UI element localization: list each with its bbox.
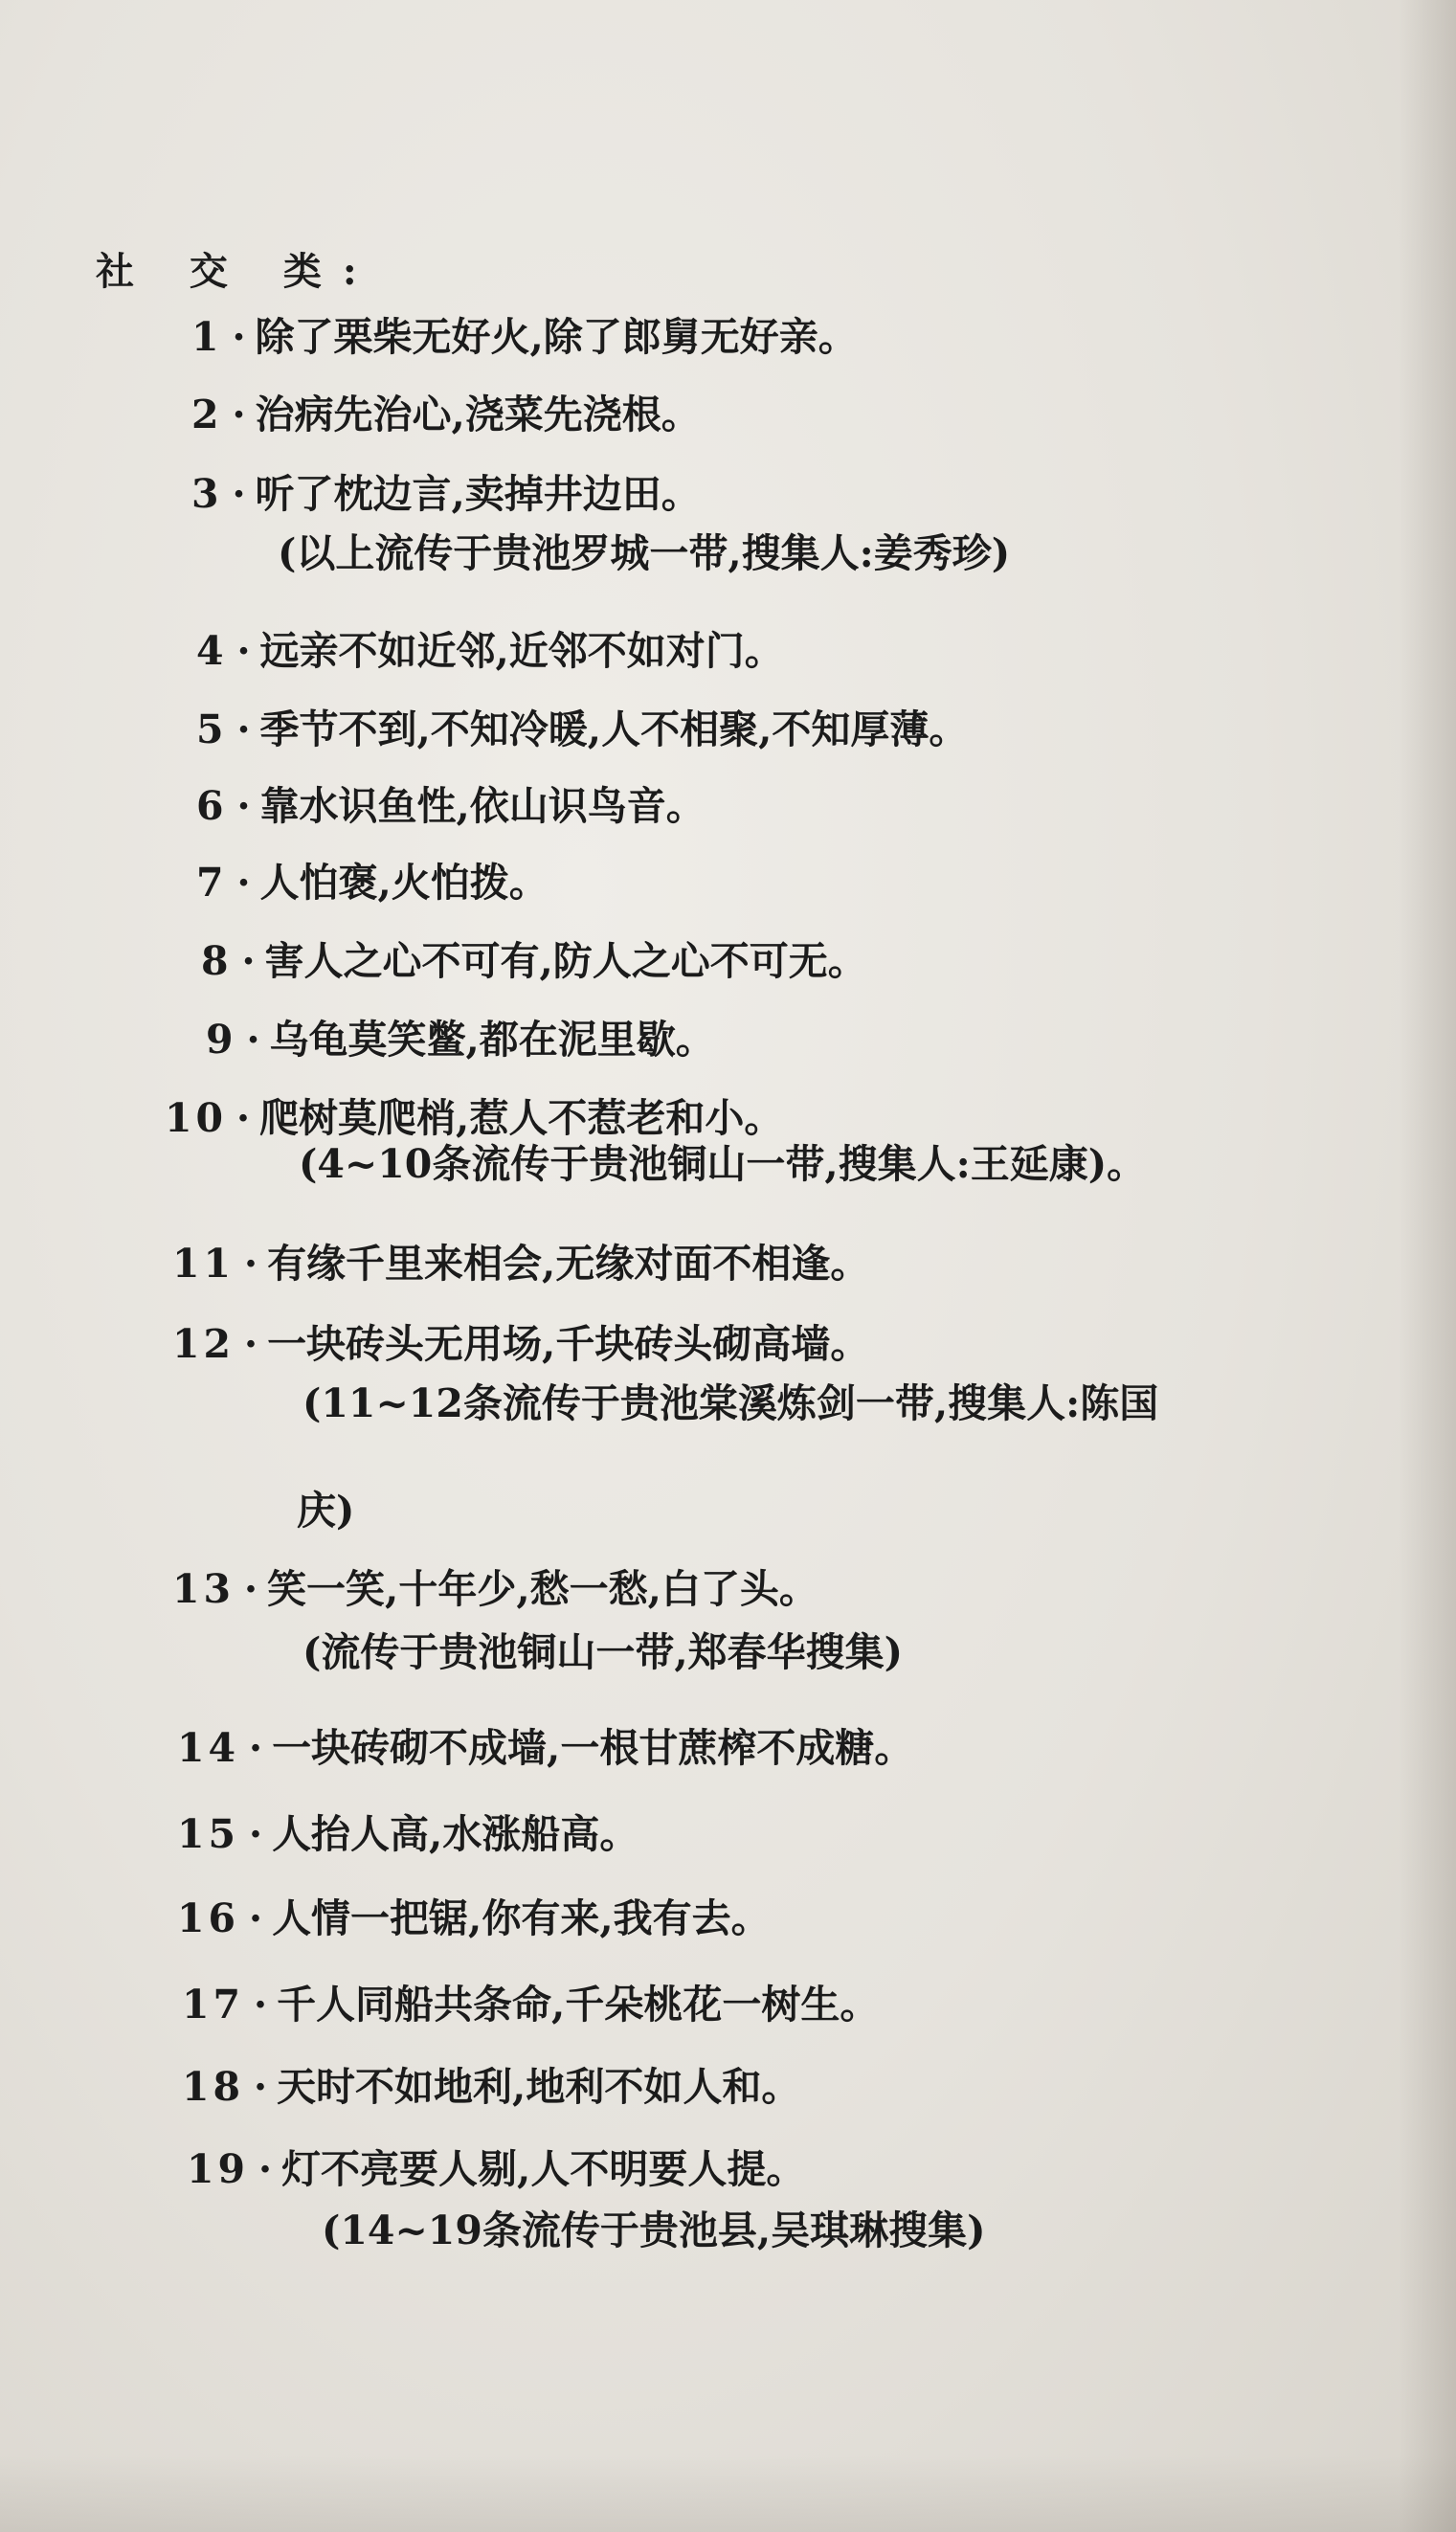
item-text: 人抬人高,水涨船高。 <box>272 1811 639 1857</box>
item-text: 害人之心不可有,防人之心不可无。 <box>264 938 867 984</box>
item-number: 5 <box>196 706 228 752</box>
item-text: 爬树莫爬梢,惹人不惹老和小。 <box>259 1095 784 1141</box>
source-note: (以上流传于贵池罗城一带,搜集人:姜秀珍) <box>278 530 1011 576</box>
list-item: 17 · 千人同船共条命,千朵桃花一树生。 <box>182 1982 880 2028</box>
source-note: (11~12条流传于贵池棠溪炼剑一带,搜集人:陈国 <box>302 1380 1159 1426</box>
item-text: 听了枕边言,卖掉井边田。 <box>255 471 701 517</box>
item-text: 一块砖头无用场,千块砖头砌高墙。 <box>267 1321 870 1367</box>
list-item: 9 · 乌龟莫笑鳖,都在泥里歇。 <box>206 1017 715 1063</box>
list-item: 14 · 一块砖砌不成墙,一根甘蔗榨不成糖。 <box>177 1725 914 1771</box>
item-number: 9 <box>206 1017 237 1063</box>
item-number: 7 <box>196 860 228 906</box>
item-number: 8 <box>201 938 233 984</box>
list-item: 5 · 季节不到,不知冷暖,人不相聚,不知厚薄。 <box>196 706 969 752</box>
section-heading: 社 交 类: <box>96 249 378 294</box>
list-item: 10 · 爬树莫爬梢,惹人不惹老和小。 <box>165 1095 784 1141</box>
list-item: 11 · 有缘千里来相会,无缘对面不相逢。 <box>172 1241 870 1287</box>
page-shadow <box>0 2455 1456 2532</box>
item-text: 季节不到,不知冷暖,人不相聚,不知厚薄。 <box>259 706 969 752</box>
list-item: 4 · 远亲不如近邻,近邻不如对门。 <box>196 628 784 674</box>
item-number: 15 <box>177 1811 240 1857</box>
item-number: 14 <box>177 1725 240 1771</box>
item-number: 17 <box>182 1982 245 2028</box>
item-number: 10 <box>165 1095 228 1141</box>
item-number: 13 <box>172 1566 235 1612</box>
item-text: 乌龟莫笑鳖,都在泥里歇。 <box>269 1017 715 1063</box>
item-text: 人情一把锯,你有来,我有去。 <box>272 1895 771 1941</box>
source-note: (14~19条流传于贵池县,吴琪琳搜集) <box>322 2207 986 2253</box>
item-text: 千人同船共条命,千朵桃花一树生。 <box>277 1982 880 2028</box>
item-text: 笑一笑,十年少,愁一愁,白了头。 <box>267 1566 818 1612</box>
list-item: 6 · 靠水识鱼性,依山识鸟音。 <box>196 783 706 829</box>
item-number: 11 <box>172 1241 235 1287</box>
item-number: 2 <box>191 392 223 437</box>
item-text: 一块砖砌不成墙,一根甘蔗榨不成糖。 <box>272 1725 914 1771</box>
list-item: 2 · 治病先治心,浇菜先浇根。 <box>191 392 701 437</box>
list-item: 3 · 听了枕边言,卖掉井边田。 <box>191 471 701 517</box>
list-item: 8 · 害人之心不可有,防人之心不可无。 <box>201 938 867 984</box>
item-text: 靠水识鱼性,依山识鸟音。 <box>259 783 706 829</box>
list-item: 18 · 天时不如地利,地利不如人和。 <box>182 2064 801 2110</box>
list-item: 7 · 人怕褒,火怕拨。 <box>196 860 549 906</box>
item-text: 天时不如地利,地利不如人和。 <box>277 2064 801 2110</box>
item-number: 12 <box>172 1321 235 1367</box>
item-text: 有缘千里来相会,无缘对面不相逢。 <box>267 1241 870 1287</box>
item-text: 除了栗柴无好火,除了郎舅无好亲。 <box>255 314 858 360</box>
item-number: 16 <box>177 1895 240 1941</box>
item-number: 6 <box>196 783 228 829</box>
list-item: 12 · 一块砖头无用场,千块砖头砌高墙。 <box>172 1321 870 1367</box>
list-item: 15 · 人抬人高,水涨船高。 <box>177 1811 639 1857</box>
item-text: 人怕褒,火怕拨。 <box>259 860 549 906</box>
item-number: 18 <box>182 2064 245 2110</box>
item-number: 1 <box>191 314 223 360</box>
source-note: (4~10条流传于贵池铜山一带,搜集人:王延康)。 <box>299 1141 1147 1187</box>
item-number: 19 <box>187 2146 250 2192</box>
item-number: 3 <box>191 471 223 517</box>
item-text: 灯不亮要人剔,人不明要人提。 <box>281 2146 806 2192</box>
source-note: 庆) <box>297 1488 355 1534</box>
item-text: 远亲不如近邻,近邻不如对门。 <box>259 628 784 674</box>
item-number: 4 <box>196 628 228 674</box>
list-item: 19 · 灯不亮要人剔,人不明要人提。 <box>187 2146 806 2192</box>
list-item: 1 · 除了栗柴无好火,除了郎舅无好亲。 <box>191 314 858 360</box>
source-note: (流传于贵池铜山一带,郑春华搜集) <box>302 1629 904 1675</box>
item-text: 治病先治心,浇菜先浇根。 <box>255 392 701 437</box>
list-item: 13 · 笑一笑,十年少,愁一愁,白了头。 <box>172 1566 818 1612</box>
list-item: 16 · 人情一把锯,你有来,我有去。 <box>177 1895 771 1941</box>
